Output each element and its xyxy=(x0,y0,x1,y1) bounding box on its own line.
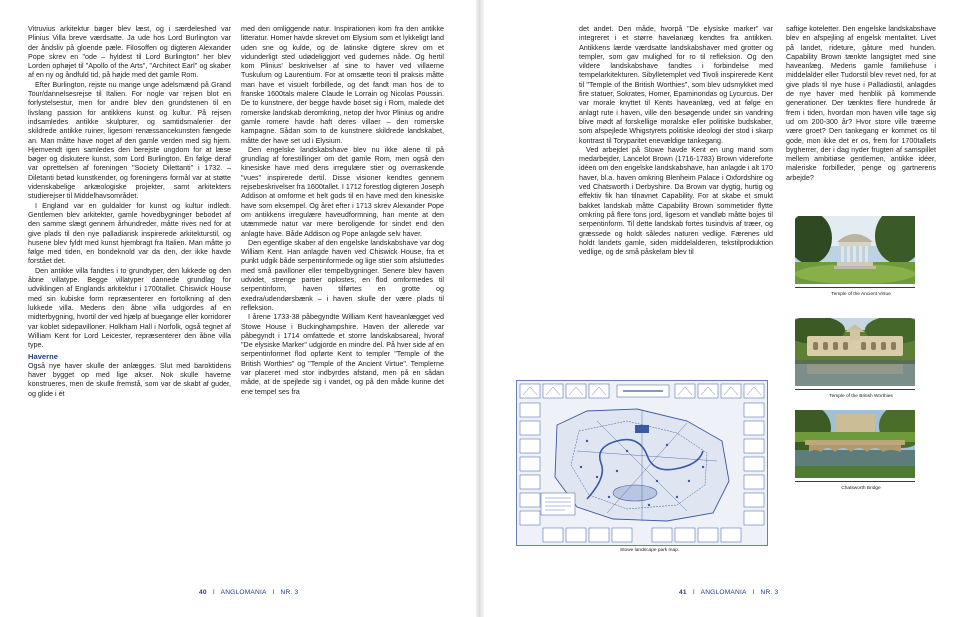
footer-separator: I xyxy=(272,589,275,596)
photo-caption: Temple of the Ancient Virtue xyxy=(831,291,891,297)
footer-separator: I xyxy=(692,589,695,596)
footer-separator: I xyxy=(212,589,215,596)
paragraph: I England var en guldalder for kunst og kultur indledt. Gentlemen blev arkitekter, gamle hovedbygninger bebodet af den samme slægt gennem århundreder, måtte rives ned for at give plads til den nye palladiansk inspirerede arkitekturstil, og husene blev fyldt med kunst hjembragt fra Italien. Man måtte jo følge med tiden, en bondeknold var da den, der ikke havde forstået det. xyxy=(28,201,231,266)
photo-caption: Chatsworth Bridge xyxy=(841,485,881,491)
paragraph: saftige koteletter. Den engelske landskabshave blev en afspejling af engelsk mentalitet. Livet på landet, rideture, gåture med hunden. Capability Brown tænkte langsigtet med sine haveanlæg. Medens gamle familiehuse i middelalder eller Tudorstil blev revet ned, for at give plads til nye huse i Palladiostil, anlagdes de nye haver med henblik på kommende generationer. Der tænktes flere hundrede år frem i tiden, hvordan mon haven ville tage sig ud om 200-300 år? Hvor store ville træerne være groet? Den tankegang er kommet os til gode, mon ikke det er os, frem for 1700tallets bygherrer, der i dag nyder frugten af samspillet mellem ambitiøse gentlemen, antikke idéer, maleriske forbilleder, penge og gartnerens arbejde? xyxy=(786,25,936,182)
paragraph: Den egentlige skaber af den engelske landskabshave var dog William Kent. Han anlagde haven ved Chiswick House, fra et punkt udgik både serpentinformede og lige stier som afsluttedes med små pavilloner eller tempelbygninger. Senere blev haven udvidet, strenge partier oplostes, en flod omformedes til serpentinform, haven tilførtes en grotte og exedra/udendørsbænk – i haven skulle der være plads til refleksion. xyxy=(241,238,444,312)
photo-block xyxy=(786,410,936,491)
paragraph: Ved arbejdet på Stowe havde Kent en ung mand som medarbejder, Lancelot Brown (1716-1783) Brown videreforte idéen om den engelske landskabshave, han anlagde i alt 170 haver, bl.a. haven omkring Blenheim Palace i Oxfordshire og ved Chatsworth i Derbyshire. Da Brown var dygtig, hurtig og effektiv fik han tilnavnet Capability. For at skabe et smukt bakket landskab måtte Capability Brown sommetider flytte omkring på flere tons jord, ligesom et vandløb måtte bojes til serpentinform. Til dette landskab fortes tusindvis af træer, og græssede og holdt således naturen vedlige. Færenes uld holdt landets gamle, siden middelalderen, tekstilproduktion vedlige, og de små påskelam blev til xyxy=(579,145,773,257)
page-number: 41 xyxy=(679,589,687,596)
photo-temple-ancient-virtue xyxy=(795,216,915,284)
paragraph: Vitruvius arkitektur bøger blev læst, og i særdeleshed var Plinius Villa breve værdsatte. Ja ude hos Lord Burlington var der åndsliv på gloende pæle. Filosoffen og digteren Alexander Pope skrev en "ode – hyldest til Lord Burlington" her blev Lorden ophøjet til "Apollo of the Arts", "Architect Earl" og skaber af en ny og åndfuld tid, på højde med det gamle Rom. xyxy=(28,25,231,80)
photo-block xyxy=(786,318,936,399)
paragraph: Den antikke villa fandtes i to grundtyper, den lukkede og den åbne villatype. Begge villatyper dannede grundlag for udviklingen af Englands arkitektur i 1700tallet. Chiswick House med sin kubiske form repræsenterer en fortolkning af den lukkede villa. Medens den åbne villa udgjordes af en midterbygning, hvortil der ved hjælp af buegange eller korridorer var koblet sidepavilloner. Holkham Hall i Norfolk, også tegnet af William Kent for Lord Leicester, repræsenterer den åbne villa type. xyxy=(28,266,231,350)
paragraph: I årene 1733-38 påbegyndte William Kent haveanlægget ved Stowe House i Buckinghampshire. Haven der allerede var påbegyndt i 1714 omfattede et storre landskabsareal, hvoraf "De elysiske Marker" udgjorde en mindre del. På hver side af en serpentinformet flod opførte Kent to templer "Temple of the British Worthies" og "Temple of the Ancient Virtue". Templerne var placeret med stor indbyrdes afstand, men på en sådan måde, at de spejlede sig i vandet, og på den måde kunne det ene tempel ses fra xyxy=(241,313,444,396)
issue-number: NR. 3 xyxy=(760,589,779,596)
paragraph: det andet. Den måde, hvorpå "De elysiske marker" var integreret i et større havelanæg kendtes fra antikken. Antikkens lærde værdsatte landskabshaver med grotter og templer, som gav mulighed for ro til refleksion. Og den vildere landskabshave fandtes i forbindelse med tempelarkitekturen. Sibylletemplet ved Tivoli inspirerede Kent til "Temple of the British Worthies", som blev udsmykket med fire statuer, Sokrates, Homer, Epaminondas og Lycurcus. Der var morale knyttet til Kents haveanlæg, ved at følge en anlagt rute i haven, ville den besøgende under sin vandring blive mødt af forskellige moralske eller politiske budskaber, som afspejlede Whigstyrets politiske ideologi der stod i skarp kontrast til Toryparitet enevældige tankegang. xyxy=(579,25,773,145)
paragraph: Efter Burlington, rejste nu mange unge adelsmænd på Grand Tour/dannelsesrejse til Italien. For nogle var rejsen blot en forlystelsestur, men for andre blev den grundstenen til en livslang passion for antikkens kunst og kultur. På rejsen indsamledes antikke skulpturer, og samtidsmalerier der skildrede antikke ruiner, ligesom renæssancekunsten fængede an. Man måtte have noget af den gamle verden med sig hjem. Hjemvendt igen samledes den berejste ungdom for at læse bøger og diskutere kunst, som Lord Burlington. En følge deraf var oprettelsen af foreningen "Society Dilettanti" i 1732. – Diletanti betød kunstkender, og foreningens formål var at støtte videnskabelige arkæologiske projekter, samt arkitekters studierejser til Middelhavsområdet. xyxy=(28,80,231,201)
photo-chatsworth-bridge xyxy=(795,410,915,478)
paragraph: Også nye haver skulle der anlægges. Slut med baroktidens haver bygget op med lige akser. Nok skulle haverne konstrueres, men de skulle fremstå, som var de skabt af guder, og glide i ét xyxy=(28,361,231,398)
issue-number: NR. 3 xyxy=(280,589,299,596)
paragraph: med den omliggende natur. Inspirationen kom fra den antikke litteratur. Homer havde skrevet om Elysium som et lykkeligt land uden sne og kulde, og de latinske digtere skrev om et vidunderligt sted udødeliggjort ved gudernes nåde. Og hertil kom Plinius' beskrivelser af sine to haver ved villaerne Tuskulum og Laurentium. For at omsætte teori til praksis måtte man have et visuelt forbillede, og det fandt man hos de to franske 1600tals malere Claude le Lorrain og Nicolas Poussin. De to kunstnere, der begge havde boset sig i Rom, malede det romerske landskab deromkring, netop der hvor Plinius og andre gamle romere havde haft deres villaer – den romerske kampagne. Sådan som to de kunstnere skildrede landskabet, måtte der have set ud i Elysium. xyxy=(241,25,444,145)
photo-temple-british-worthies xyxy=(795,318,915,386)
stowe-map xyxy=(516,380,768,546)
text-column-4 xyxy=(786,25,936,183)
photo-block xyxy=(786,216,936,297)
magazine-name: ANGLOMANIA xyxy=(700,589,747,596)
paragraph: Den engelske landskabshave blev nu ikke alene til på grundlag af forestillinger om det gamle Rom, men også den kinesiske have med dens irregulære stier og overraskende "vues" inspirerede dertil. Disse visioner kendtes gennem rejsebeskrivelser fra 1600tallet. I 1712 forestlog digteren Joseph Addison at omforme et helt gods til en have med den kinesiske have som eksempel. Og året efter i 1713 skrev Alexander Pope om antikkens irregulære haveudformning, han mente at den utæmmede natur var mere beroligende for sindet end den anlagte have. Både Addison og Pope anlagde selv haver. xyxy=(241,145,444,238)
page-number: 40 xyxy=(199,589,207,596)
page-footer xyxy=(679,589,778,596)
magazine-name: ANGLOMANIA xyxy=(220,589,267,596)
caption-rule xyxy=(795,389,915,390)
section-heading: Haverne xyxy=(28,352,58,362)
footer-separator: I xyxy=(752,589,755,596)
text-column-3 xyxy=(579,25,773,257)
map-caption: Stowe landscape park map. xyxy=(620,548,680,553)
caption-rule xyxy=(795,287,915,288)
caption-rule xyxy=(795,481,915,482)
photo-caption: Temple of the British Worthies xyxy=(829,393,893,399)
